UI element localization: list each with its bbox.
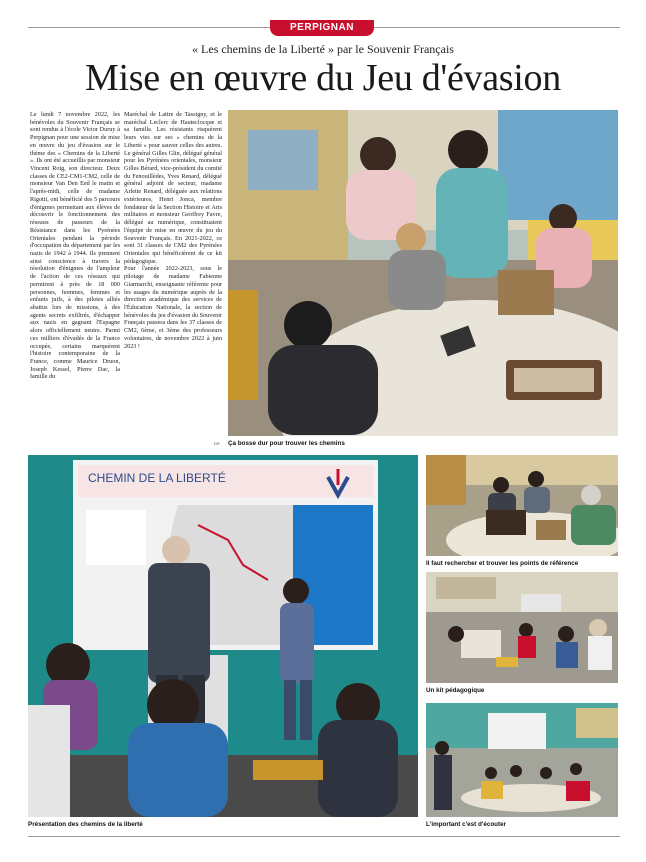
side-photo-2 — [426, 572, 618, 683]
presentation-photo-illustration — [28, 455, 418, 817]
article-paragraph-1: Le lundi 7 novembre 2022, les bénévoles du Souvenir Français se sont rendus à l'école Victor Duruy à Perpignan pour une session de mise en œuvre du jeu d'évasion sur le thème des « Chemins de la Liberté ». Ils ont été accueillis par monsieur Vincent Roig, son directeur. Deux classes de CE2-CM1-CM2, celle de monsieur Van Den Eed le matin et l'après-midi, celle de madame Rigotti, ont bénéficié des 5 parcours d'énigmes permettant aux élèves de découvrir le fonctionnement des réseaux de passeurs de la Résistance dans les Pyrénées Orientales pendant la période d'occupation du département par les nazis de 1942 à 1944. Ils prennent ainsi conscience à travers la résolution d'énigmes de l'ampleur de l'action de ces réseaux qui permirent à près de 18 000 personnes, hommes, femmes et enfants juifs, à des pilotes alliés abattus lors de missions, à des agents secrets exfiltrés, d'échapper aux nazis en gagnant l'Espagne alors officiellement neutre. Parmi ces milliers d'évadés de la France occupée, certains marquèrent l'histoire contemporaine de la France, comme Maurice Druon, Joseph Kessel, Pierre Dac, la famille du — [30, 111, 120, 381]
side-photo-1-caption: Il faut rechercher et trouver les points de référence — [426, 560, 579, 567]
side-photo-2-caption: Un kit pédagogique — [426, 687, 485, 694]
screen-title — [88, 471, 318, 487]
main-photo — [228, 110, 618, 436]
side-photo-1-illustration — [426, 455, 618, 556]
kicker: « Les chemins de la Liberté » par le Souvenir Français — [192, 42, 454, 56]
side-photo-3 — [426, 703, 618, 817]
bottom-rule — [28, 836, 620, 837]
photo-credit: DR — [214, 441, 220, 446]
screen-title-text: CHEMIN DE LA LIBERTÉ — [88, 471, 226, 485]
section-badge: PERPIGNAN — [270, 20, 374, 36]
classroom-photo-illustration — [228, 110, 618, 436]
presentation-photo — [28, 455, 418, 817]
article-column-2 — [124, 111, 222, 439]
side-photo-3-illustration — [426, 703, 618, 817]
presentation-photo-caption: Présentation des chemins de la liberté — [28, 821, 143, 828]
article-paragraph-2: Maréchal de Lattre de Tassigny, et le maréchal Leclerc de Hauteclocque et sa famille. Les résistants risquèrent leurs vies sur ses « chemins de la Liberté » pour sauver celles des autres. Le général Gilles Glin, délégué général pour les Pyrénées orientales, monsieur Gilles Bérard, vice-président du comité du Fenouillèdes, Yves Renard, délégué général adjoint de secteur, madame Arlette Renard, déléguée aux relations extérieures, Henri Jonca, membre fondateur de la Section Histoire et Arts militaires et monsieur Geoffrey Favre, délégué au numérique, constituaient l'équipe de mise en œuvre du jeu du Souvenir Français. En 2021-2022, ce sont 31 classes de CM2 des Pyrénées Orientales qui bénéficièrent de ce kit pédagogique. — [124, 111, 222, 265]
side-photo-2-illustration — [426, 572, 618, 683]
side-photo-1 — [426, 455, 618, 556]
article-paragraph-3: Pour l'année 2022-2023, sous le pilotage de madame Fabienne Giarmarchi, enseignante référente pour les usages du numérique auprès de la direction académique des services de l'Éducation Nationale, la section de bénévoles du jeu d'évasion du Souvenir Français passera dans les 37 classes de CM2, 6ème, et 3ème des professeurs volontaires, de novembre 2022 à juin 2023 ! — [124, 265, 222, 350]
side-photo-3-caption: L'important c'est d'écouter — [426, 821, 507, 828]
headline: Mise en œuvre du Jeu d'évasion — [85, 57, 561, 99]
main-photo-caption: Ça bosse dur pour trouver les chemins — [228, 440, 345, 447]
